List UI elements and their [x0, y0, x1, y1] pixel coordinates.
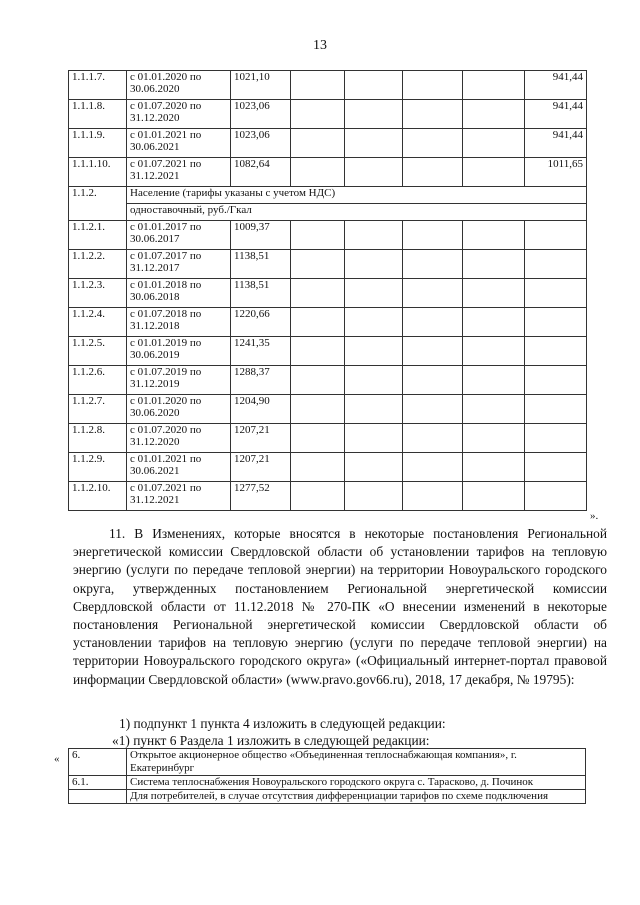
empty-cell [463, 482, 525, 511]
tariff-row [69, 395, 587, 424]
row-value: 1138,51 [231, 279, 291, 308]
tariff-row [69, 221, 587, 250]
tariff-row [69, 158, 587, 187]
row-value: 1023,06 [231, 100, 291, 129]
row-period: с 01.01.2021 по 30.06.2021 [127, 453, 231, 482]
row-value: 1023,06 [231, 129, 291, 158]
empty-cell [291, 482, 345, 511]
row-period: с 01.07.2020 по 31.12.2020 [127, 424, 231, 453]
empty-cell [291, 453, 345, 482]
row-period: с 01.07.2021 по 31.12.2021 [127, 482, 231, 511]
empty-cell [345, 337, 403, 366]
row-last-value [525, 453, 587, 482]
empty-cell [345, 424, 403, 453]
org-row [69, 776, 586, 790]
empty-cell [291, 308, 345, 337]
tariff-row [69, 129, 587, 158]
row-period: с 01.07.2018 по 31.12.2018 [127, 308, 231, 337]
row-number: 1.1.2.9. [69, 453, 127, 482]
empty-cell [291, 424, 345, 453]
empty-cell [291, 250, 345, 279]
row-period: с 01.01.2021 по 30.06.2021 [127, 129, 231, 158]
row-number: 1.1.1.10. [69, 158, 127, 187]
tariff-row [69, 279, 587, 308]
empty-cell [291, 100, 345, 129]
row-period: с 01.01.2017 по 30.06.2017 [127, 221, 231, 250]
empty-cell [463, 129, 525, 158]
row-value: 1207,21 [231, 424, 291, 453]
row-number: 1.1.2.6. [69, 366, 127, 395]
row-last-value [525, 424, 587, 453]
empty-cell [291, 279, 345, 308]
row-last-value [525, 366, 587, 395]
empty-cell [403, 308, 463, 337]
row-number: 1.1.1.9. [69, 129, 127, 158]
row-last-value [525, 221, 587, 250]
empty-cell [403, 279, 463, 308]
empty-cell [345, 366, 403, 395]
org-text: Открытое акционерное общество «Объединенная теплоснабжающая компания», г. Екатеринбург [127, 749, 586, 776]
org-number: 6.1. [69, 776, 127, 790]
empty-cell [463, 221, 525, 250]
section-sublabel: одноставочный, руб./Гкал [127, 204, 587, 221]
tariff-row [69, 453, 587, 482]
row-number: 1.1.2.8. [69, 424, 127, 453]
row-value: 1207,21 [231, 453, 291, 482]
row-number: 1.1.1.8. [69, 100, 127, 129]
empty-cell [463, 424, 525, 453]
row-number: 1.1.2.3. [69, 279, 127, 308]
row-number: 1.1.2.4. [69, 308, 127, 337]
row-number: 1.1.1.7. [69, 71, 127, 100]
empty-cell [403, 366, 463, 395]
row-period: с 01.07.2019 по 31.12.2019 [127, 366, 231, 395]
empty-cell [463, 308, 525, 337]
org-text: Система теплоснабжения Новоуральского городского округа с. Тарасково, д. Починок [127, 776, 586, 790]
empty-cell [403, 158, 463, 187]
empty-cell [345, 453, 403, 482]
tariff-row [69, 100, 587, 129]
empty-cell [463, 158, 525, 187]
empty-cell [403, 395, 463, 424]
row-value: 1241,35 [231, 337, 291, 366]
empty-cell [403, 453, 463, 482]
row-period: с 01.01.2020 по 30.06.2020 [127, 395, 231, 424]
empty-cell [403, 100, 463, 129]
row-value: 1220,66 [231, 308, 291, 337]
empty-cell [403, 129, 463, 158]
empty-cell [345, 308, 403, 337]
subpoint-1: 1) подпункт 1 пункта 4 изложить в следующей редакции: [119, 716, 446, 731]
tariff-row [69, 337, 587, 366]
empty-cell [291, 71, 345, 100]
org-table [68, 748, 586, 804]
closing-quote: ». [590, 510, 599, 522]
row-value: 1021,10 [231, 71, 291, 100]
tariff-row [69, 308, 587, 337]
empty-cell [345, 250, 403, 279]
empty-cell [463, 279, 525, 308]
empty-cell [345, 129, 403, 158]
row-number: 1.1.2.1. [69, 221, 127, 250]
empty-cell [403, 482, 463, 511]
empty-cell [291, 395, 345, 424]
empty-cell [291, 337, 345, 366]
amendment-paragraph: 11. В Изменениях, которые вносятся в некоторые постановления Региональной энергетической комиссии Свердловской области об установлении тарифов на тепловую энергию (услуги по передаче тепловой энергии) на территории Новоуральского городского округа, утвержденных постановлением Региональной энергетической комиссии Свердловской области от 11.12.2018 № 270-ПК «О внесении изменений в некоторые постановления Региональной энергетической комиссии Свердловской области об установлении тарифов на тепловую энергию (услуги по передаче тепловой энергии) на территории Новоуральского городского округа» («Официальный интернет-портал правовой информации Свердловской области» (www.pravo.gov66.ru), 2018, 17 декабря, № 19795): [73, 526, 607, 687]
org-row [69, 790, 586, 804]
row-last-value [525, 279, 587, 308]
row-value: 1138,51 [231, 250, 291, 279]
row-last-value [525, 308, 587, 337]
page-number: 13 [313, 38, 327, 53]
empty-cell [291, 366, 345, 395]
org-row [69, 749, 586, 776]
row-number: 1.1.2.5. [69, 337, 127, 366]
section-subrow [69, 204, 587, 221]
empty-cell [345, 482, 403, 511]
row-last-value: 941,44 [525, 100, 587, 129]
section-number: 1.1.2. [69, 187, 127, 221]
row-period: с 01.07.2021 по 31.12.2021 [127, 158, 231, 187]
empty-cell [463, 366, 525, 395]
section-row [69, 187, 587, 204]
row-last-value: 941,44 [525, 129, 587, 158]
row-period: с 01.01.2019 по 30.06.2019 [127, 337, 231, 366]
row-last-value [525, 250, 587, 279]
empty-cell [463, 453, 525, 482]
tariff-row [69, 71, 587, 100]
row-value: 1082,64 [231, 158, 291, 187]
empty-cell [463, 337, 525, 366]
empty-cell [403, 337, 463, 366]
tariff-row [69, 250, 587, 279]
opening-quote: « [54, 753, 60, 765]
empty-cell [345, 100, 403, 129]
tariff-row [69, 482, 587, 511]
row-period: с 01.07.2020 по 31.12.2020 [127, 100, 231, 129]
row-value: 1009,37 [231, 221, 291, 250]
tariff-table [68, 70, 587, 511]
tariff-row [69, 424, 587, 453]
row-last-value [525, 482, 587, 511]
row-period: с 01.01.2020 по 30.06.2020 [127, 71, 231, 100]
empty-cell [403, 250, 463, 279]
row-last-value [525, 337, 587, 366]
empty-cell [345, 158, 403, 187]
empty-cell [345, 395, 403, 424]
empty-cell [345, 221, 403, 250]
empty-cell [403, 71, 463, 100]
subpoint-2: «1) пункт 6 Раздела 1 изложить в следующей редакции: [112, 733, 430, 748]
empty-cell [345, 71, 403, 100]
tariff-row [69, 366, 587, 395]
row-number: 1.1.2.2. [69, 250, 127, 279]
empty-cell [463, 100, 525, 129]
row-number: 1.1.2.7. [69, 395, 127, 424]
org-text: Для потребителей, в случае отсутствия дифференциации тарифов по схеме подключения [127, 790, 586, 804]
empty-cell [291, 158, 345, 187]
row-value: 1277,52 [231, 482, 291, 511]
row-period: с 01.01.2018 по 30.06.2018 [127, 279, 231, 308]
row-period: с 01.07.2017 по 31.12.2017 [127, 250, 231, 279]
empty-cell [403, 221, 463, 250]
row-number: 1.1.2.10. [69, 482, 127, 511]
row-value: 1288,37 [231, 366, 291, 395]
empty-cell [463, 395, 525, 424]
empty-cell [463, 250, 525, 279]
empty-cell [291, 129, 345, 158]
empty-cell [291, 221, 345, 250]
row-value: 1204,90 [231, 395, 291, 424]
row-last-value: 1011,65 [525, 158, 587, 187]
row-last-value [525, 395, 587, 424]
org-number [69, 790, 127, 804]
empty-cell [403, 424, 463, 453]
org-number: 6. [69, 749, 127, 776]
section-label: Население (тарифы указаны с учетом НДС) [127, 187, 587, 204]
empty-cell [345, 279, 403, 308]
row-last-value: 941,44 [525, 71, 587, 100]
empty-cell [463, 71, 525, 100]
